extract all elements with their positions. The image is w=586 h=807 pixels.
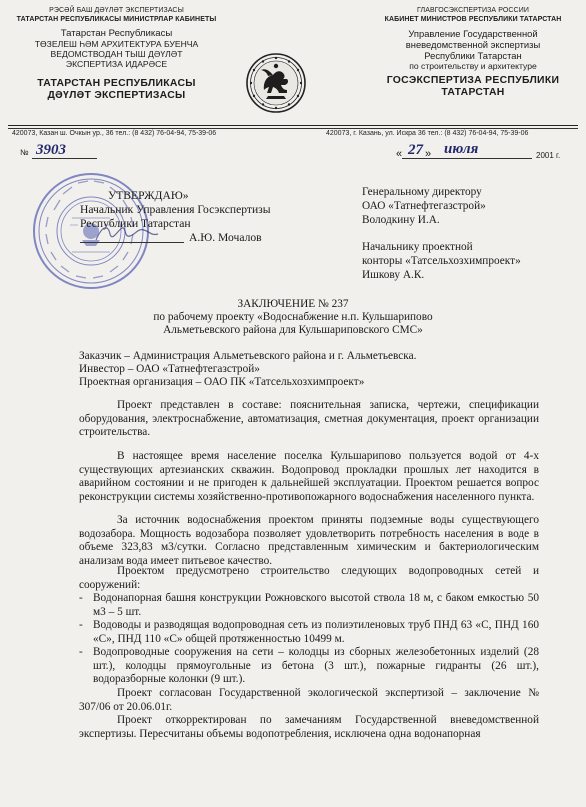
header-left-line7: ТАТАРСТАН РЕСПУБЛИКАСЫ	[37, 78, 196, 89]
approval-title: УТВЕРЖДАЮ»	[108, 189, 189, 202]
date-month: июля	[444, 141, 479, 157]
doc-number-value: 3903	[36, 142, 66, 158]
paragraph-corrections: Проект откорректирован по замечаниям Государственной вневедомственной экспертизы. Пересчитаны объемы водопотребления, исключена одна водонапорная	[79, 714, 539, 740]
recipient1-line3: Володкину И.А.	[362, 214, 440, 226]
list-dash: -	[79, 592, 83, 604]
approval-line1: Начальник Управления Госэкспертизы	[80, 203, 271, 216]
header-left-line8: ДӘҮЛӘТ ЭКСПЕРТИЗАСЫ	[47, 90, 186, 101]
header-right-line6: по строительству и архитектуре	[409, 61, 537, 71]
conclusion-title: ЗАКЛЮЧЕНИЕ № 237	[237, 298, 349, 310]
date-line	[402, 158, 532, 159]
date-quote-open: «	[396, 148, 403, 160]
header-right-line4: вневедомственной экспертизы	[405, 39, 541, 50]
recipient2-line1: Начальнику проектной	[362, 241, 473, 253]
recipient1-line1: Генеральному директору	[362, 186, 482, 198]
handwritten-signature	[92, 222, 162, 246]
header-rule-thick	[8, 125, 578, 126]
date-day: 27	[408, 142, 423, 158]
header-right-line2: КАБИНЕТ МИНИСТРОВ РЕСПУБЛИКИ ТАТАРСТАН	[384, 16, 562, 23]
list-item-text: Водонапорная башня конструкции Рожновского высотой ствола 18 м, с баком емкостью 50 м3 – 5 шт.	[93, 592, 539, 618]
list-item-text: Водопроводные сооружения на сети – колодцы из сборных железобетонных изделий (28 шт.), колодцы прямоугольные из бетона (3 шт.), пожарные гидранты (26 шт.), водоразборные колонки (9 шт.).	[93, 646, 539, 686]
party-customer: Заказчик – Администрация Альметьевского района и г. Альметьевска.	[79, 350, 417, 362]
header-left-line4: ТӨЗЕЛЕШ ҺӘМ АРХИТЕКТУРА БУЕНЧА	[34, 39, 199, 49]
header-right-address: 420073, г. Казань, ул. Искра 36 тел.: (8 432) 76-04-94, 75-39-06	[326, 130, 529, 137]
header-right-line5: Республики Татарстан	[424, 50, 522, 61]
header-right-line1: ГЛАВГОСЭКСПЕРТИЗА РОССИИ	[417, 7, 529, 14]
header-left-line1: РЭСӘЙ БАШ ДӘҮЛӘТ ЭКСПЕРТИЗАСЫ	[49, 7, 184, 14]
paragraph-ecological-approval: Проект согласован Государственной экологической экспертизой – заключение № 307/06 от 20.06.01г.	[79, 687, 539, 713]
list-item-pipelines	[79, 619, 539, 646]
header-right-line8: ТАТАРСТАН	[441, 87, 505, 98]
header-rule-thin	[8, 128, 578, 129]
recipient2-line3: Ишкову А.К.	[362, 269, 425, 281]
header-left-line3: Татарстан Республикасы	[60, 28, 173, 39]
date-year: 2001 г.	[536, 151, 561, 160]
doc-number-line	[32, 158, 97, 159]
paragraph-current-state: В настоящее время население поселка Кульшарипово пользуется водой от 4-х существующих артезианских скважин. Водопровод прокладки прошлых лет находится в аварийном состоянии и не пригоден к дальнейшей эксплуатации. Проектом решается вопрос реконструкции системы хозяйственно-противопожарного водоснабжения населенного пункта.	[79, 450, 539, 503]
conclusion-subtitle-1: по рабочему проекту «Водоснабжение н.п. Кульшарипово	[153, 311, 433, 323]
date-quote-close: »	[425, 148, 432, 160]
list-dash: -	[79, 619, 83, 631]
list-item-text: Водоводы и разводящая водопроводная сеть из полиэтиленовых труб ПНД 63 «С, ПНД 160 «С», ПНД 110 «С» общей протяженностью 10499 м.	[93, 619, 539, 645]
paragraph-water-source: За источник водоснабжения проектом приняты подземные воды существующего водозабора. Мощность водозабора позволяет удовлетворить потребность населения в воде в объеме 323,83 м3/сутки. Согласно представленным химическим и бактериологическим анализам вода имеет питьевое качество.	[79, 514, 539, 567]
header-left-line2: ТАТАРСТАН РЕСПУБЛИКАСЫ МИНИСТРЛАР КАБИНЕТЫ	[16, 16, 217, 23]
tatarstan-emblem-icon	[245, 52, 307, 114]
list-dash: -	[79, 646, 83, 658]
paragraph-construction-intro: Проектом предусмотрено строительство следующих водопроводных сетей и сооружений:	[79, 565, 539, 591]
list-item-structures	[79, 646, 539, 687]
recipient1-line2: ОАО «Татнефтегазстрой»	[362, 200, 486, 212]
header-left-address: 420073, Казан ш. Очкын ур., 36 тел.: (8 432) 76-04-94, 75-39-06	[12, 130, 217, 137]
header-left-line6: ЭКСПЕРТИЗА ИДАРӘСЕ	[65, 59, 168, 69]
approval-signer: А.Ю. Мочалов	[189, 231, 262, 244]
recipient2-line2: конторы «Татсельхозхимпроект»	[362, 255, 521, 267]
party-designer: Проектная организация – ОАО ПК «Татсельхозхимпроект»	[79, 376, 365, 388]
header-left-line5: ВЕДОМСТВОДАН ТЫШ ДӘҮЛӘТ	[50, 49, 183, 59]
header-right-line7: ГОСЭКСПЕРТИЗА РЕСПУБЛИКИ	[386, 75, 560, 86]
doc-number-label: №	[20, 148, 29, 157]
party-investor: Инвестор – ОАО «Татнефтегазстрой»	[79, 363, 260, 375]
header-right	[367, 6, 579, 99]
approval-line2: Республики Татарстан	[80, 217, 191, 230]
header-left	[9, 6, 224, 102]
list-item-water-tower	[79, 592, 539, 619]
header-right-line3: Управление Государственной	[408, 28, 538, 39]
conclusion-subtitle-2: Альметьевского района для Кульшариповского СМС»	[163, 324, 423, 336]
paragraph-composition: Проект представлен в составе: пояснительная записка, чертежи, спецификации оборудования, электроснабжение, автоматизация, сметная документация, проект организации строительства.	[79, 399, 539, 439]
